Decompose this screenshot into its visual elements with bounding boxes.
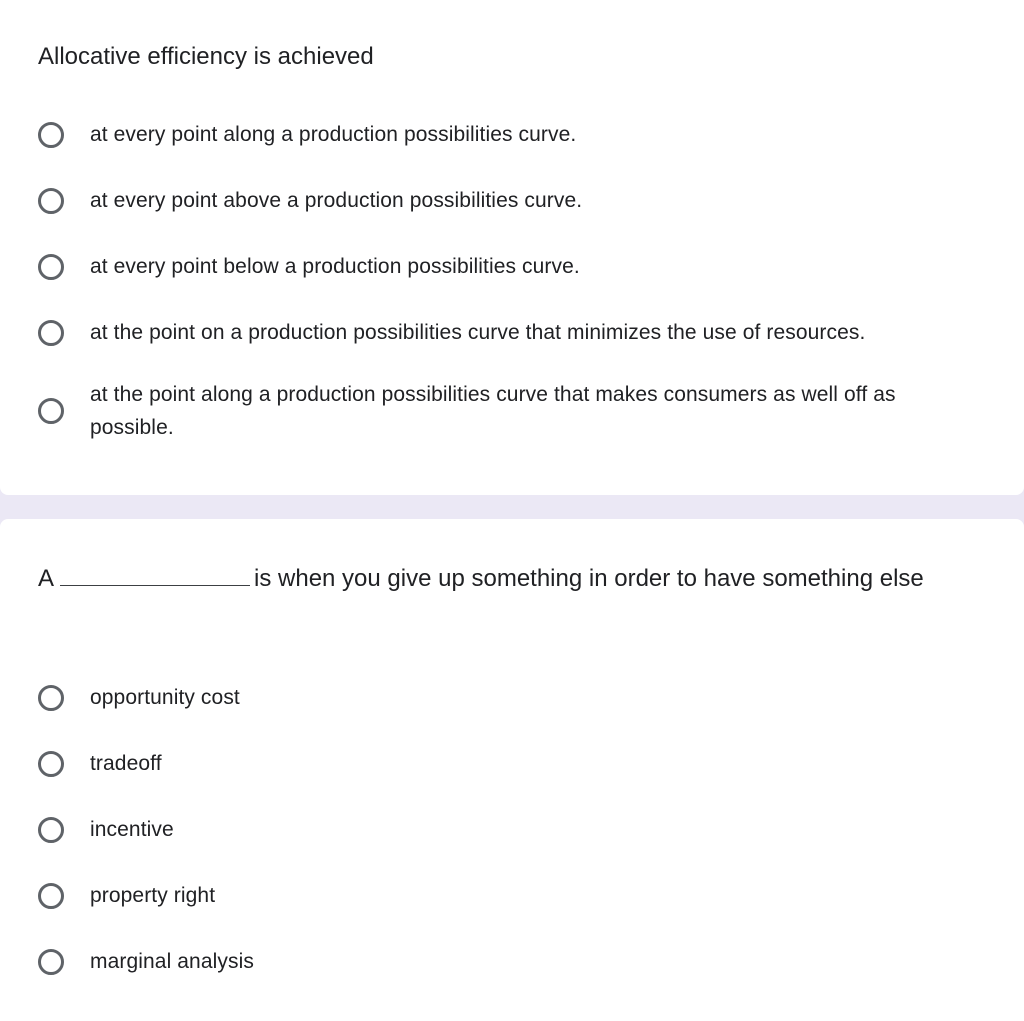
option-minimizes-resources[interactable] bbox=[38, 316, 984, 349]
option-opportunity-cost[interactable] bbox=[38, 681, 984, 714]
option-along-ppc[interactable] bbox=[38, 118, 984, 151]
radio-unchecked-icon[interactable] bbox=[38, 320, 64, 346]
option-consumers-well-off[interactable] bbox=[38, 378, 984, 444]
question-card-1 bbox=[0, 0, 1024, 495]
radio-unchecked-icon[interactable] bbox=[38, 122, 64, 148]
option-label: opportunity cost bbox=[90, 686, 240, 709]
question-title bbox=[38, 559, 988, 599]
option-label: at every point above a production possibilities curve. bbox=[90, 189, 583, 212]
option-label: incentive bbox=[90, 818, 174, 841]
option-marginal-analysis[interactable] bbox=[38, 945, 984, 978]
option-tradeoff[interactable] bbox=[38, 747, 984, 780]
radio-unchecked-icon[interactable] bbox=[38, 398, 64, 424]
radio-unchecked-icon[interactable] bbox=[38, 949, 64, 975]
option-property-right[interactable] bbox=[38, 879, 984, 912]
radio-unchecked-icon[interactable] bbox=[38, 188, 64, 214]
radio-unchecked-icon[interactable] bbox=[38, 751, 64, 777]
option-label: at every point along a production possibilities curve. bbox=[90, 123, 577, 146]
radio-unchecked-icon[interactable] bbox=[38, 883, 64, 909]
question-card-2 bbox=[0, 519, 1024, 1021]
question-title-end: is when you give up something in order to have something else bbox=[254, 565, 924, 592]
option-label: at the point on a production possibilities curve that minimizes the use of resources. bbox=[90, 321, 866, 344]
radio-unchecked-icon[interactable] bbox=[38, 254, 64, 280]
option-label: at every point below a production possibilities curve. bbox=[90, 255, 580, 278]
option-above-ppc[interactable] bbox=[38, 184, 984, 217]
option-label: at the point along a production possibilities curve that makes consumers as well off as possible. bbox=[90, 383, 896, 439]
option-label: marginal analysis bbox=[90, 950, 254, 973]
fill-in-blank bbox=[60, 565, 250, 586]
question-title-start: A bbox=[38, 565, 55, 592]
option-below-ppc[interactable] bbox=[38, 250, 984, 283]
radio-unchecked-icon[interactable] bbox=[38, 685, 64, 711]
option-label: tradeoff bbox=[90, 752, 162, 775]
radio-unchecked-icon[interactable] bbox=[38, 817, 64, 843]
question-title: Allocative efficiency is achieved bbox=[38, 43, 374, 70]
option-label: property right bbox=[90, 884, 216, 907]
option-incentive[interactable] bbox=[38, 813, 984, 846]
